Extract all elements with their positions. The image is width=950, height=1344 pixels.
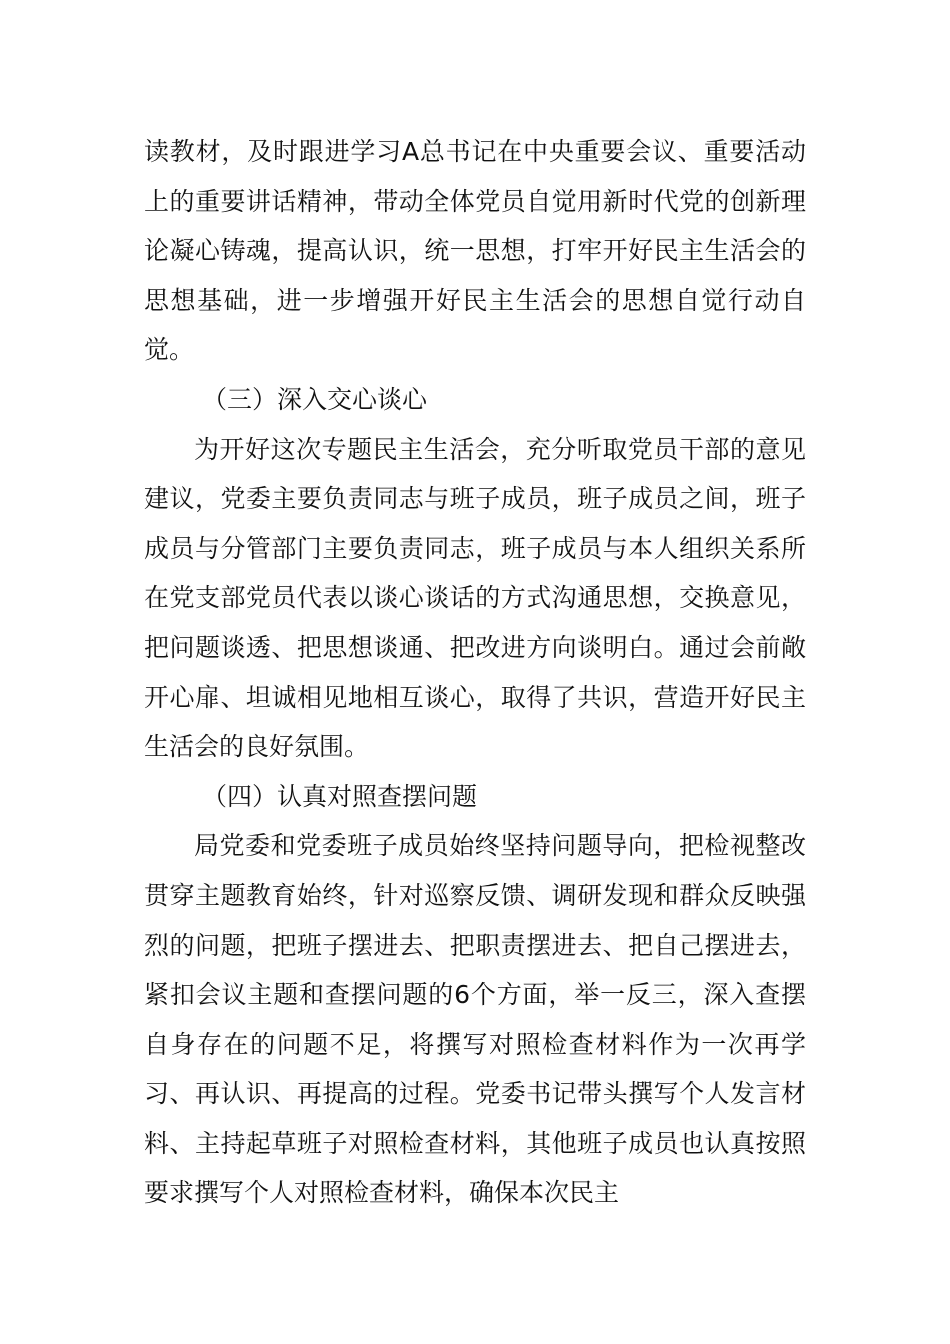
paragraph-study-materials: 读教材，及时跟进学习A总书记在中央重要会议、重要活动上的重要讲话精神，带动全体党员自觉用新时代党的创新理论凝心铸魂，提高认识，统一思想，打牢开好民主生活会的思想基础，进一步增强开好民主生活会的思想自觉行动自觉。 (144, 137, 806, 365)
paragraph-heart-to-heart-talks: 为开好这次专题民主生活会，充分听取党员干部的意见建议，党委主要负责同志与班子成员，班子成员之间，班子成员与分管部门主要负责同志，班子成员与本人组织关系所在党支部党员代表以谈心谈话的方式沟通思想，交换意见，把问题谈透、把思想谈通、把改进方向谈明白。通过会前敞开心扉、坦诚相见地相互谈心，取得了共识，营造开好民主生活会的良好氛围。 (144, 434, 806, 762)
section-heading-heart-to-heart-talks: （三）深入交心谈心 (202, 384, 428, 414)
document-body (144, 127, 806, 1218)
section-heading-check-problems: （四）认真对照查摆问题 (202, 781, 478, 811)
paragraph-check-problems: 局党委和党委班子成员始终坚持问题导向，把检视整改贯穿主题教育始终，针对巡察反馈、调研发现和群众反映强烈的问题，把班子摆进去、把职责摆进去、把自己摆进去，紧扣会议主题和查摆问题的6个方面，举一反三，深入查摆自身存在的问题不足，将撰写对照检查材料作为一次再学习、再认识、再提高的过程。党委书记带头撰写个人发言材料、主持起草班子对照检查材料，其他班子成员也认真按照要求撰写个人对照检查材料，确保本次民主 (144, 831, 806, 1208)
